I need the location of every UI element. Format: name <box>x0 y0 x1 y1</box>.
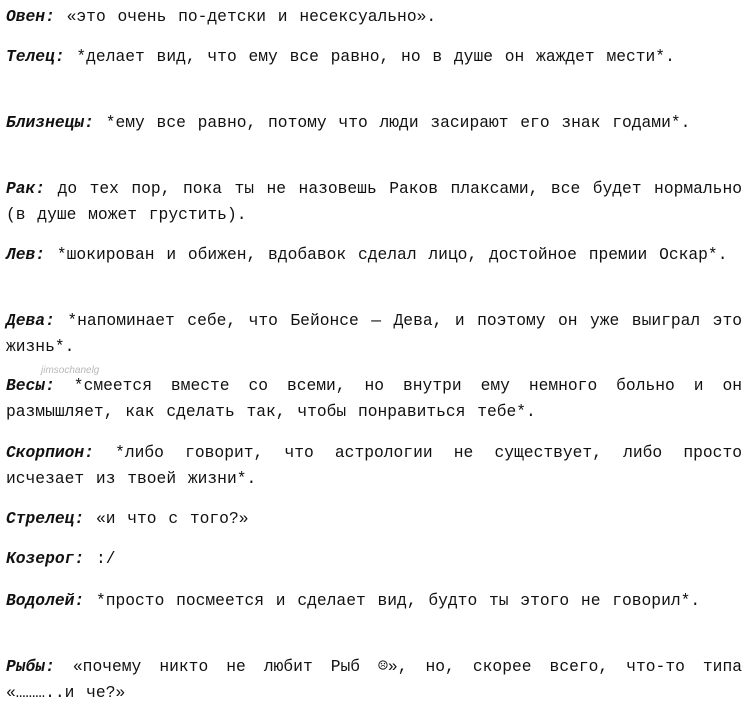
entry-sagittarius <box>6 506 742 532</box>
entry-scorpio <box>6 440 742 492</box>
entry-text: *либо говорит, что астрологии не существует, либо просто исчезает из твоей жизни*. <box>6 443 742 488</box>
entry-text: «и что с того?» <box>84 509 249 528</box>
entry-text: *напоминает себе, что Бейонсе — Дева, и поэтому он уже выиграл это жизнь*. <box>6 311 742 356</box>
watermark: jimsochanelg <box>41 365 100 376</box>
sign-label: Рак: <box>6 179 46 198</box>
entry-pisces <box>6 654 742 706</box>
sign-label: Близнецы: <box>6 113 94 132</box>
entry-aquarius <box>6 588 742 614</box>
sign-label: Телец: <box>6 47 65 66</box>
entry-text: *просто посмеется и сделает вид, будто ты этого не говорил*. <box>84 591 701 610</box>
entry-text: *делает вид, что ему все равно, но в душе он жаждет мести*. <box>64 47 675 66</box>
entry-gemini <box>6 110 742 136</box>
entry-text: *смеется вместе со всеми, но внутри ему немного больно и он размышляет, как сделать так, чтобы понравиться тебе*. <box>6 376 742 421</box>
entry-leo <box>6 242 742 268</box>
sign-label: Стрелец: <box>6 509 85 528</box>
entry-text: *ему все равно, потому что люди засирают его знак годами*. <box>93 113 691 132</box>
entry-text: «это очень по-детски и несексуально». <box>54 7 437 26</box>
entry-text: *шокирован и обижен, вдобавок сделал лицо, достойное премии Оскар*. <box>45 245 728 264</box>
entry-aries <box>6 4 742 30</box>
entry-taurus <box>6 44 742 70</box>
entry-cancer <box>6 176 742 228</box>
entry-text: «почему никто не любит Рыб ☹», но, скорее всего, что-то типа «………..и че?» <box>6 657 742 702</box>
entry-virgo <box>6 308 742 360</box>
sign-label: Скорпион: <box>6 443 94 462</box>
sign-label: Козерог: <box>6 549 85 568</box>
sign-label: Овен: <box>6 7 55 26</box>
sign-label: Рыбы: <box>6 657 55 676</box>
entry-capricorn <box>6 546 742 572</box>
entry-text: до тех пор, пока ты не назовешь Раков плаксами, все будет нормально (в душе может грустить). <box>6 179 742 224</box>
entry-libra <box>6 373 742 425</box>
sign-label: Дева: <box>6 311 55 330</box>
entry-text: :/ <box>84 549 116 568</box>
sign-label: Водолей: <box>6 591 85 610</box>
sign-label: Весы: <box>6 376 55 395</box>
sign-label: Лев: <box>6 245 46 264</box>
